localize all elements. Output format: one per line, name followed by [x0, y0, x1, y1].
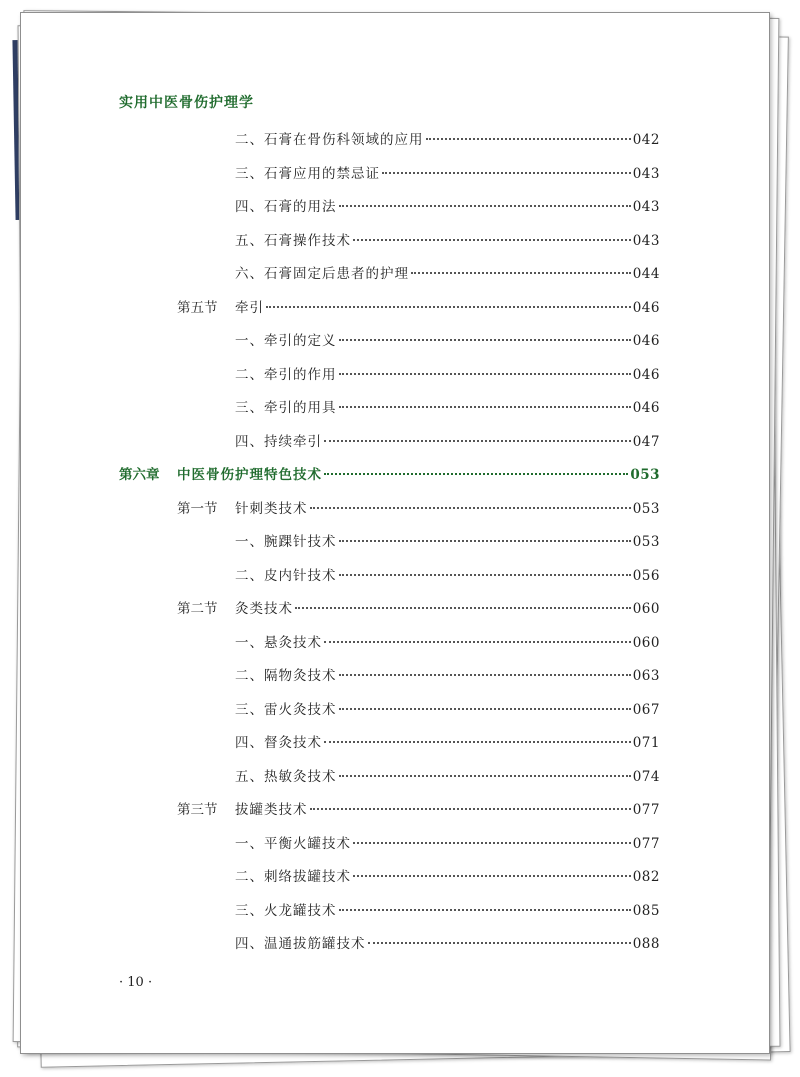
toc-entry-page-number: 043 [632, 166, 660, 182]
dot-leader [382, 172, 631, 174]
dot-leader [339, 708, 631, 710]
toc-entry-title: 牵引 [235, 300, 264, 316]
toc-entry-title: 二、石膏在骨伤科领域的应用 [235, 132, 424, 148]
toc-entry-page-number: 053 [632, 534, 660, 550]
dot-leader [353, 239, 631, 241]
toc-entry-page-number: 042 [632, 132, 660, 148]
toc-entry-prefix: 第一节 [177, 501, 218, 517]
toc-entry-title: 一、腕踝针技术 [235, 534, 337, 550]
toc-entry-section[interactable] [177, 599, 660, 619]
toc-entry-title: 针刺类技术 [235, 501, 308, 517]
toc-entry-item[interactable] [235, 231, 660, 251]
toc-page [20, 12, 770, 1054]
toc-entry-page-number: 046 [632, 367, 660, 383]
toc-entry-chapter[interactable] [119, 465, 660, 485]
toc-entry-title: 三、雷火灸技术 [235, 702, 337, 718]
dot-leader [353, 875, 631, 877]
toc-entry-page-number: 053 [630, 467, 660, 483]
toc-entry-item[interactable] [235, 566, 660, 586]
toc-entry-item[interactable] [235, 666, 660, 686]
dot-leader [339, 205, 631, 207]
toc-entry-item[interactable] [235, 700, 660, 720]
dot-leader [295, 607, 631, 609]
dot-leader [266, 306, 631, 308]
toc-entry-title: 一、平衡火罐技术 [235, 836, 351, 852]
toc-entry-title: 六、石膏固定后患者的护理 [235, 266, 409, 282]
toc-entry-page-number: 063 [632, 668, 660, 684]
dot-leader [324, 473, 628, 475]
toc-entry-item[interactable] [235, 733, 660, 753]
dot-leader [353, 842, 631, 844]
toc-entry-title: 一、悬灸技术 [235, 635, 322, 651]
dot-leader [339, 406, 631, 408]
toc-entry-title: 四、督灸技术 [235, 735, 322, 751]
toc-entry-page-number: 060 [632, 635, 660, 651]
toc-entry-section[interactable] [177, 298, 660, 318]
dot-leader [339, 574, 631, 576]
toc-entry-title: 三、火龙罐技术 [235, 903, 337, 919]
toc-entry-page-number: 067 [632, 702, 660, 718]
dot-leader [310, 808, 631, 810]
toc-entry-title: 中医骨伤护理特色技术 [177, 467, 322, 483]
toc-entry-page-number: 077 [632, 836, 660, 852]
toc-entry-title: 二、牵引的作用 [235, 367, 337, 383]
dot-leader [339, 775, 631, 777]
toc-entry-item[interactable] [235, 130, 660, 150]
toc-entry-prefix: 第六章 [119, 467, 160, 483]
toc-entry-prefix: 第五节 [177, 300, 218, 316]
toc-entry-item[interactable] [235, 834, 660, 854]
dot-leader [324, 741, 631, 743]
toc-entry-page-number: 082 [632, 869, 660, 885]
toc-entry-section[interactable] [177, 800, 660, 820]
dot-leader [339, 674, 631, 676]
toc-entry-page-number: 085 [632, 903, 660, 919]
toc-entry-page-number: 053 [632, 501, 660, 517]
toc-entry-page-number: 044 [632, 266, 660, 282]
dot-leader [324, 440, 631, 442]
dot-leader [339, 373, 631, 375]
toc-entry-page-number: 043 [632, 199, 660, 215]
toc-entry-title: 五、石膏操作技术 [235, 233, 351, 249]
toc-entry-section[interactable] [177, 499, 660, 519]
dot-leader [339, 339, 631, 341]
toc-entry-item[interactable] [235, 901, 660, 921]
dot-leader [368, 942, 631, 944]
toc-entry-item[interactable] [235, 365, 660, 385]
dot-leader [324, 641, 631, 643]
toc-entry-title: 四、石膏的用法 [235, 199, 337, 215]
toc-entry-page-number: 046 [632, 300, 660, 316]
toc-entry-page-number: 060 [632, 601, 660, 617]
toc-entry-page-number: 074 [632, 769, 660, 785]
toc-entry-page-number: 043 [632, 233, 660, 249]
toc-entry-page-number: 077 [632, 802, 660, 818]
toc-entry-item[interactable] [235, 398, 660, 418]
toc-entry-title: 三、石膏应用的禁忌证 [235, 166, 380, 182]
dot-leader [339, 540, 631, 542]
toc-entry-item[interactable] [235, 633, 660, 653]
toc-entry-title: 二、刺络拔罐技术 [235, 869, 351, 885]
dot-leader [426, 138, 631, 140]
toc-entry-item[interactable] [235, 432, 660, 452]
toc-entry-title: 二、皮内针技术 [235, 568, 337, 584]
toc-entry-title: 三、牵引的用具 [235, 400, 337, 416]
toc-entry-title: 拔罐类技术 [235, 802, 308, 818]
dot-leader [411, 272, 631, 274]
toc-entry-item[interactable] [235, 934, 660, 954]
toc-entry-title: 一、牵引的定义 [235, 333, 337, 349]
toc-entry-item[interactable] [235, 164, 660, 184]
page-number: · 10 · [119, 975, 153, 990]
dot-leader [310, 507, 631, 509]
toc-entry-item[interactable] [235, 331, 660, 351]
toc-entry-page-number: 071 [632, 735, 660, 751]
toc-entry-title: 四、温通拔筋罐技术 [235, 936, 366, 952]
toc-entry-title: 四、持续牵引 [235, 434, 322, 450]
toc-entry-page-number: 046 [632, 400, 660, 416]
toc-entry-item[interactable] [235, 532, 660, 552]
toc-entry-page-number: 046 [632, 333, 660, 349]
toc-entry-title: 二、隔物灸技术 [235, 668, 337, 684]
toc-entry-title: 灸类技术 [235, 601, 293, 617]
toc-entry-prefix: 第三节 [177, 802, 218, 818]
toc-entry-page-number: 047 [632, 434, 660, 450]
toc-entry-title: 五、热敏灸技术 [235, 769, 337, 785]
toc-entry-prefix: 第二节 [177, 601, 218, 617]
running-header-title: 实用中医骨伤护理学 [119, 95, 254, 111]
toc-entry-page-number: 056 [632, 568, 660, 584]
dot-leader [339, 909, 631, 911]
toc-entry-item[interactable] [235, 197, 660, 217]
toc-entry-item[interactable] [235, 867, 660, 887]
toc-entry-item[interactable] [235, 767, 660, 787]
toc-entry-page-number: 088 [632, 936, 660, 952]
toc-entry-item[interactable] [235, 264, 660, 284]
